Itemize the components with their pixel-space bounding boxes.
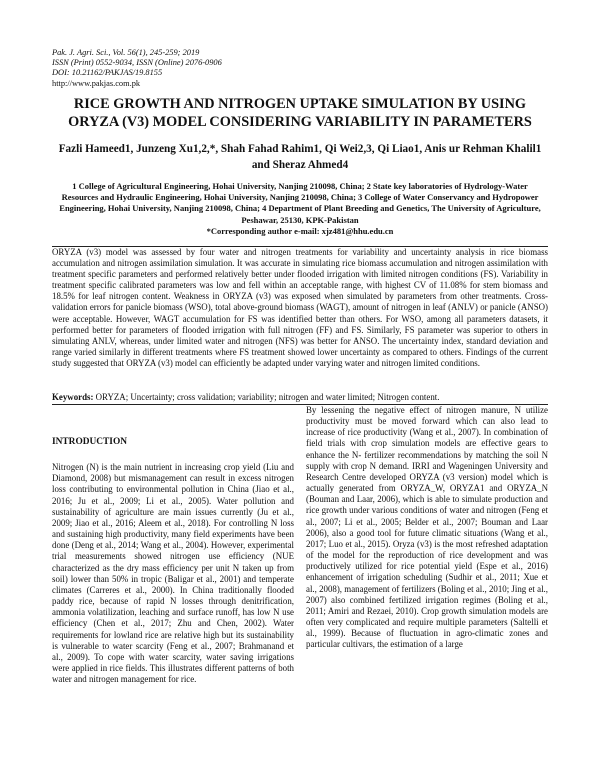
keywords-text: ORYZA; Uncertainty; cross validation; variability; nitrogen and water limited; Nitrogen content. — [95, 392, 440, 402]
affiliations-text: 1 College of Agricultural Engineering, Hohai University, Nanjing 210098, China; 2 State key laboratories of Hydrology-Water Resources and Hydraulic Engineering, Hohai University, Nanjing 210098, China; 3 College of Water Conservancy and Hydropower Engineering, Hohai University, Nanjing 210098, China; 4 Department of Plant Breeding and Genetics, The University of Agriculture, Peshawar, 25130, KPK-Pakistan — [59, 181, 541, 225]
journal-header — [52, 48, 222, 89]
introduction-heading: INTRODUCTION — [52, 437, 128, 447]
introduction-paragraph-left: Nitrogen (N) is the main nutrient in increasing crop yield (Liu and Diamond, 2008) but mismanagement can result in excess nitrogen loss contributing to environmental pollution in China (Jiao et al., 2016; Ju et al., 2009; Li et al., 2005). Water pollution and sustainability of agriculture are main issues currently (Ju et al., 2009; Jiao et al., 2016; Aleem et al., 2018). For controlling N loss and sustaining high productivity, many field experiments have been done (Deng et al., 2014; Wang et al., 2004). However, experimental trial measurements showed nitrogen use efficiency (NUE characterized as the dry mass efficiency per unit N taken up from soil) lower than 50% in tropic (Baligar et al., 2001) and temperate climates (Carreres et al., 2000). In China traditionally flooded paddy rice, because of rapid N losses through denitrification, ammonia volatilization, leaching and surface runoff, has low N use efficiency (Chen et al., 2017; Zhu and Chen, 2002). Water requirements for lowland rice are relative high but its sustainability is vulnerable to water scarcity (Feng et al., 2007; Brahmanand et al., 2009). To cope with water scarcity, water saving irrigations were applied in rice fields. This illustrates different patterns of both water and nitrogen management for rice. — [52, 462, 294, 685]
body-column-left — [52, 405, 294, 765]
paper-title: RICE GROWTH AND NITROGEN UPTAKE SIMULATION BY USING ORYZA (V3) MODEL CONSIDERING VARIABILITY IN PARAMETERS — [68, 96, 532, 130]
introduction-paragraph-right: By lessening the negative effect of nitrogen manure, N utilize productivity must be moved forward which can also lead to increase of rice productivity (Wang et al., 2007). In combination of field trials with crop simulation models are effective gears to enhance the N- fertilizer recommendations by matching the soil N supply with crop N demand. IRRI and Wageningen University and Research Centre developed ORYZA (v3 version) model which is actually generated from ORYZA_W, ORYZA1 and ORYZA_N (Bouman and Laar, 2006), which is able to simulate production and rice growth under various conditions of water and nitrogen (Feng et al., 2007; Li et al., 2005; Belder et al., 2007; Bouman and Laar 2006), also a good tool for future climatic situations (Wang et al., 2017; Luo et al., 2015). Oryza (v3) is the most refreshed adaptation of the model for the reproduction of rice development and was productively utilized for rice potential yield (Espe et al., 2016) enhancement of irrigation scheduling (Sudhir et al., 2011; Xue et al., 2008), management of fertilizers (Boling et al., 2010; Jing et al., 2007) also combined fertilized irrigation regimes (Boling et al., 2011; Amiri and Rezaei, 2010). Crop growth simulation models are often very complicated and require multiple parameters (Saltelli et al., 1999). Because of fluctuation in agro-climatic zones and particular cultivars, the estimation of a large — [306, 405, 548, 650]
journal-citation: Pak. J. Agri. Sci., Vol. 56(1), 245-259; 2019 — [52, 48, 200, 57]
author-list: Fazli Hameed1, Junzeng Xu1,2,*, Shah Fahad Rahim1, Qi Wei2,3, Qi Liao1, Anis ur Rehman Khalil1 and Sheraz Ahmed4 — [58, 143, 542, 171]
journal-doi: DOI: 10.21162/PAKJAS/19.8155 — [52, 68, 163, 78]
abstract-text: ORYZA (v3) model was assessed by four water and nitrogen treatments for variability and uncertainty analysis in rice biomass accumulation and nitrogen assimilation simulation. It was accurate in simulating rice biomass accumulation and nitrogen assimilation with treatment specific parameters and performed relatively better under flooded irrigation with limited nitrogen conditions (FS). Variability in treatment specific calibrated parameters was low and fell within an acceptable range, with highest CV of 11.08% for stem biomass and 18.5% for leaf nitrogen content. Weakness in ORYZA (v3) was exposed when simulated by parameters from other treatments. Cross-validation errors for panicle biomass (WSO), total above-ground biomass (WAGT), amount of nitrogen in leaf (ANLV) or panicle (ANSO) were acceptable. However, WAGT accumulation for FS was identified better than others. For WSO, among all parameters datasets, it performed better for parameters of flooded irrigation with full nitrogen (FF) and FS. Similarly, FS parameter was superior to others in simulating ANLV, whereas, under limited water and nitrogen (NFS) was better for ANSO. The uncertainty index, standard deviation and range varied similarly in different treatments where FS treatment showed lower uncertainty as compared to others. Findings of the current study suggested that ORYZA (v3) model can efficiently be adapted under varying water and nitrogen limited conditions. — [52, 247, 548, 368]
corresponding-author-email: *Corresponding author e-mail: xjz481@hhu.edu.cn — [206, 225, 394, 236]
affiliations-block — [55, 181, 545, 237]
body-column-right — [306, 405, 548, 765]
keywords-line — [52, 392, 548, 403]
journal-issn: ISSN (Print) 0552-9034, ISSN (Online) 2076-0906 — [52, 58, 222, 68]
journal-url-link[interactable]: http://www.pakjas.com.pk — [52, 78, 141, 88]
keywords-label: Keywords: — [52, 392, 94, 402]
